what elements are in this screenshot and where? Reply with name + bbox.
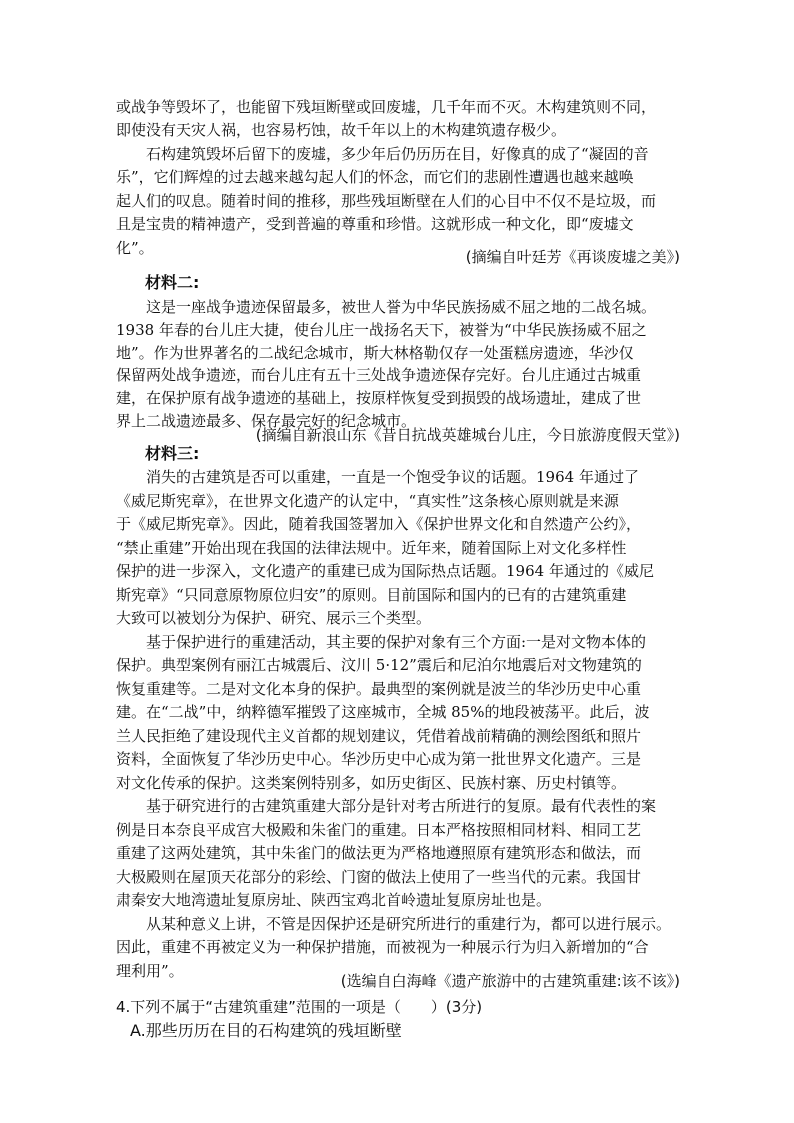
- paragraph-line: 大致可以被划分为保护、研究、展示三个类型。: [116, 609, 432, 627]
- paragraph-line: 对文化传承的保护。这类案例特别多，如历史街区、民族村寨、历史村镇等。: [116, 774, 627, 792]
- paragraph-line: 资料，全面恢复了华沙历史中心。华沙历史中心成为第一批世界文化遗产。三是: [116, 750, 642, 768]
- paragraph-line: 斯宪章》“只同意原物原位归安”的原则。目前国际和国内的已有的古建筑重建: [116, 586, 627, 604]
- paragraph-line: 这是一座战争遗迹保留最多，被世人誉为中华民族扬威不屈之地的二战名城。: [116, 298, 657, 316]
- question-text: 4.下列不属于“古建筑重建”范围的一项是（ ）(3分): [116, 998, 483, 1016]
- paragraph-line: 兰人民拒绝了建设现代主义首都的规划建议，凭借着战前精确的测绘图纸和照片: [116, 727, 642, 745]
- paragraph-line: 保留两处战争遗迹，而台儿庄有五十三处战争遗迹保存完好。台儿庄通过古城重: [116, 366, 642, 384]
- paragraph-line: 《威尼斯宪章》，在世界文化遗产的认定中，“真实性”这条核心原则就是来源: [116, 492, 619, 510]
- paragraph-line: 即使没有天灾人祸，也容易朽蚀，故千年以上的木构建筑遗存极少。: [116, 121, 567, 139]
- paragraph-line: 因此，重建不再被定义为一种保护措施，而被视为一种展示行为归入新增加的“合: [116, 938, 649, 956]
- paragraph-line: 石构建筑毁坏后留下的废墟，多少年后仍历历在目，好像真的成了“凝固的音: [116, 145, 649, 163]
- paragraph-line: “禁止重建”开始出现在我国的法律法规中。近年来，随着国际上对文化多样性: [116, 539, 627, 557]
- paragraph-line: 肃秦安大地湾遗址复原房址、陕西宝鸡北首岭遗址复原房址也是。: [116, 891, 552, 909]
- paragraph-line: 重建了这两处建筑，其中朱雀门的做法更为严格地遵照原有建筑形态和做法，而: [116, 844, 642, 862]
- paragraph-line: 例是日本奈良平成宫大极殿和朱雀门的重建。日本严格按照相同材料、相同工艺: [116, 821, 642, 839]
- section-heading: 材料三:: [145, 444, 200, 463]
- paragraph-line: 从某种意义上讲，不管是因保护还是研究所进行的重建行为，都可以进行展示。: [116, 915, 672, 933]
- paragraph-line: 基于保护进行的重建活动，其主要的保护对象有三个方面:一是对文物本体的: [116, 633, 647, 651]
- paragraph-line: 地”。作为世界著名的二战纪念城市，斯大林格勒仅存一处蛋糕房遗迹，华沙仅: [116, 344, 634, 362]
- paragraph-line: 保护。典型案例有丽江古城震后、汶川 5·12”震后和尼泊尔地震后对文物建筑的: [116, 656, 642, 674]
- source-citation: (摘编自新浪山东《昔日抗战英雄城台儿庄，今日旅游度假天堂》): [255, 426, 680, 444]
- paragraph-line: 且是宝贵的精神遗产，受到普遍的尊重和珍惜。这就形成一种文化，即“废墟文: [116, 215, 634, 233]
- answer-option-a: A.那些历历在目的石构建筑的残垣断壁: [130, 1021, 402, 1040]
- source-citation: (选编自白海峰《遗产旅游中的古建筑重建:该不该》): [340, 972, 680, 990]
- paragraph-line: 大极殿则在屋顶天花部分的彩绘、门窗的做法上使用了一些当代的元素。我国甘: [116, 868, 642, 886]
- section-heading: 材料二:: [145, 273, 200, 292]
- paragraph-line: 保护的进一步深入，文化遗产的重建已成为国际热点话题。1964 年通过的《威尼: [116, 562, 654, 580]
- paragraph-line: 基于研究进行的古建筑重建大部分是针对考古所进行的复原。最有代表性的案: [116, 797, 657, 815]
- paragraph-line: 建。在“二战”中，纳粹德军摧毁了这座城市，全城 85%的地段被荡平。此后，波: [116, 703, 650, 721]
- source-citation: (摘编自叶廷芳《再谈废墟之美》): [465, 248, 680, 266]
- paragraph-line: 1938 年春的台儿庄大捷，使台儿庄一战扬名天下，被誉为“中华民族扬威不屈之: [116, 321, 647, 339]
- paragraph-line: 乐”，它们辉煌的过去越来越勾起人们的怀念，而它们的悲剧性遭遇也越来越唤: [116, 168, 634, 186]
- paragraph-line: 理利用”。: [116, 962, 184, 980]
- paragraph-line: 界上二战遗迹最多、保存最完好的纪念城市。: [116, 412, 417, 430]
- paragraph-line: 化”。: [116, 239, 154, 257]
- paragraph-line: 起人们的叹息。随着时间的推移，那些残垣断壁在人们的心目中不仅不是垃圾，而: [116, 192, 657, 210]
- paragraph-line: 或战争等毁坏了，也能留下残垣断壁或回废墟，几千年而不灭。木构建筑则不同，: [116, 98, 657, 116]
- paragraph-line: 于《威尼斯宪章》。因此，随着我国签署加入《保护世界文化和自然遗产公约》，: [116, 515, 642, 533]
- paragraph-line: 恢复重建等。二是对文化本身的保护。最典型的案例就是波兰的华沙历史中心重: [116, 680, 642, 698]
- paragraph-line: 建，在保护原有战争遗迹的基础上，按原样恢复受到损毁的战场遗址，建成了世: [116, 389, 642, 407]
- paragraph-line: 消失的古建筑是否可以重建，一直是一个饱受争议的话题。1964 年通过了: [116, 468, 639, 486]
